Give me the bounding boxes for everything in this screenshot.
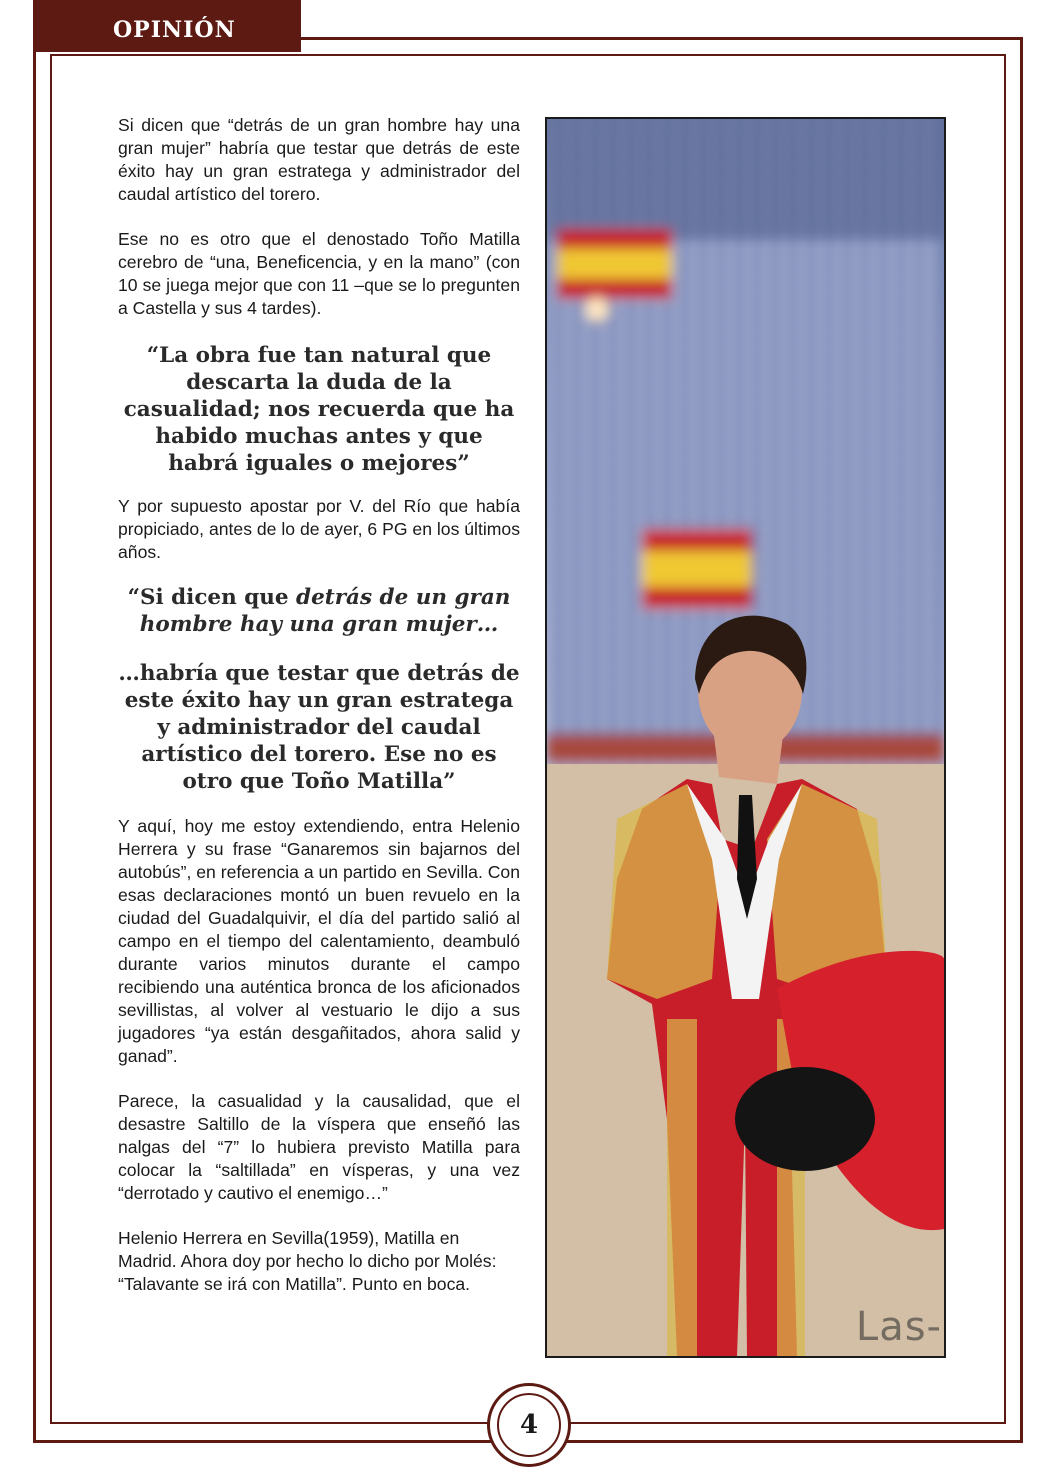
pull-quote-3: …habría que testar que detrás de este éxito hay un gran estratega y administrador del caudal artístico del torero. Ese no es otro que Toño Matilla” <box>118 661 520 794</box>
photo-watermark: Las- <box>855 1304 942 1350</box>
pull-quote-2-italic: detrás de un gran hombre hay una gran mujer… <box>139 585 511 637</box>
pull-quote-1: “La obra fue tan natural que descarta la duda de la casualidad; nos recuerda que ha habido muchas antes y que habrá iguales o mejores” <box>123 343 515 476</box>
bullfighter-photo <box>545 117 946 1358</box>
page-number-badge <box>487 1383 571 1467</box>
pull-quote-2 <box>118 584 520 638</box>
section-tab <box>33 0 301 52</box>
page-number: 4 <box>497 1393 561 1457</box>
paragraph-3: Y por supuesto apostar por V. del Río que había propiciado, antes de lo de ayer, 6 PG en los últimos años. <box>118 496 520 562</box>
paragraph-2: Ese no es otro que el denostado Toño Matilla cerebro de “una, Beneficencia, y en la mano” (con 10 se juega mejor que con 11 –que se lo pregunten a Castella y sus 4 tardes). <box>118 229 520 318</box>
paragraph-1: Si dicen que “detrás de un gran hombre hay una gran mujer” habría que testar que detrás de este éxito hay un gran estratega y administrador del caudal artístico del torero. <box>118 115 520 204</box>
article-body <box>118 114 520 1318</box>
section-label: OPINIÓN <box>113 17 236 43</box>
paragraph-6: Helenio Herrera en Sevilla(1959), Matilla en Madrid. Ahora doy por hecho lo dicho por Molés: “Talavante se irá con Matilla”. Punto en boca. <box>118 1228 497 1294</box>
paragraph-5: Parece, la casualidad y la causalidad, que el desastre Saltillo de la víspera que enseñó las nalgas del “7” lo hubiera previsto Matilla para colocar la “saltillada” en vísperas, y una vez “derrotado y cautivo el enemigo…” <box>118 1091 520 1203</box>
paragraph-4: Y aquí, hoy me estoy extendiendo, entra Helenio Herrera y su frase “Ganaremos sin bajarnos del autobús”, en referencia a un partido en Sevilla. Con esas declaraciones montó un buen revuelo en la ciudad del Guadalquivir, el día del partido salió al campo en el tiempo del calentamiento, deambuló durante varios minutos durante el campo recibiendo una auténtica bronca de los aficionados sevillistas, al volver al vestuario le dijo a sus jugadores “ya están desgañitados, ahora salid y ganad”. <box>118 816 520 1066</box>
photo-illustration <box>547 119 944 1356</box>
pull-quote-2-start: “Si dicen que <box>127 585 297 610</box>
